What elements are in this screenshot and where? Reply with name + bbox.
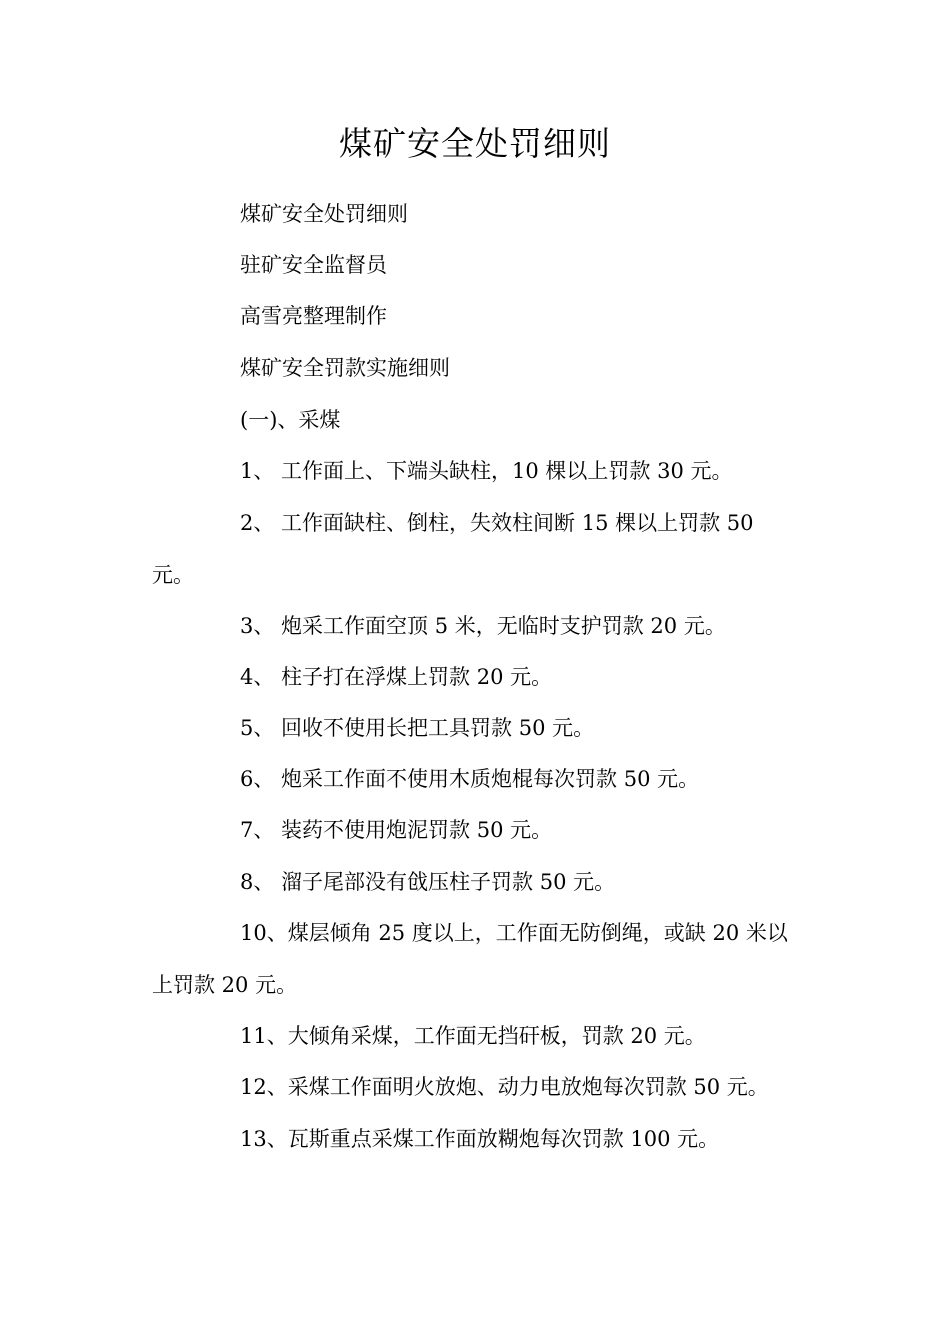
header-line-supervisor: 驻矿安全监督员 (240, 253, 387, 277)
list-item-continuation: 上罚款 20 元。 (152, 973, 298, 997)
list-item: 5、 回收不使用长把工具罚款 50 元。 (240, 716, 595, 740)
list-item: 11、大倾角采煤，工作面无挡矸板，罚款 20 元。 (240, 1024, 706, 1048)
list-item: 13、瓦斯重点采煤工作面放糊炮每次罚款 100 元。 (240, 1127, 720, 1151)
list-item: 8、 溜子尾部没有戗压柱子罚款 50 元。 (240, 870, 616, 894)
list-item: 2、 工作面缺柱、倒柱，失效柱间断 15 棵以上罚款 50 (240, 511, 754, 535)
list-item: 4、 柱子打在浮煤上罚款 20 元。 (240, 665, 553, 689)
list-item: 6、 炮采工作面不使用木质炮棍每次罚款 50 元。 (240, 767, 700, 791)
list-item: 12、采煤工作面明火放炮、动力电放炮每次罚款 50 元。 (240, 1075, 769, 1099)
list-item: 10、煤层倾角 25 度以上，工作面无防倒绳，或缺 20 米以 (240, 921, 788, 945)
header-line-author: 高雪亮整理制作 (240, 304, 387, 328)
header-line-subtitle: 煤矿安全罚款实施细则 (240, 356, 450, 380)
list-item-continuation: 元。 (152, 563, 194, 587)
header-line-title: 煤矿安全处罚细则 (240, 202, 408, 226)
document-title: 煤矿安全处罚细则 (339, 124, 611, 163)
section-heading: (一)、采煤 (240, 408, 341, 432)
list-item: 1、 工作面上、下端头缺柱，10 棵以上罚款 30 元。 (240, 459, 733, 483)
list-item: 7、 装药不使用炮泥罚款 50 元。 (240, 818, 553, 842)
list-item: 3、 炮采工作面空顶 5 米，无临时支护罚款 20 元。 (240, 614, 726, 638)
